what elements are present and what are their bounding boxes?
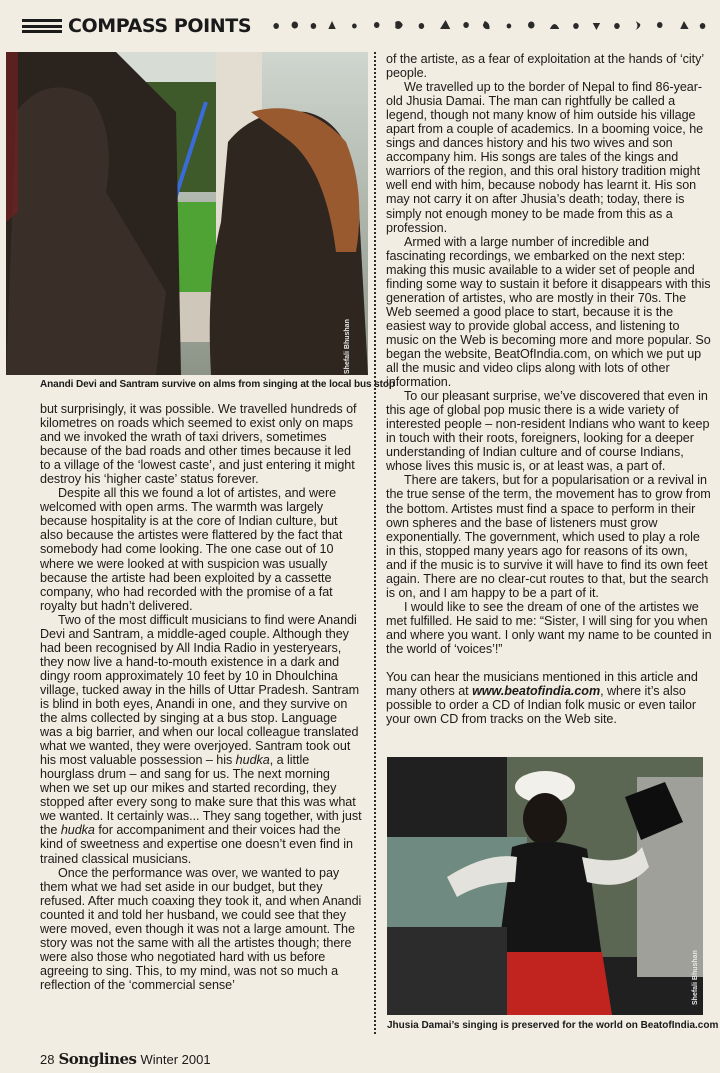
photo-couple-image [6, 52, 368, 375]
article-paragraph: To our pleasant surprise, we’ve discovered that even in this age of global pop music there is a wide variety of interested people – non-resident Indians who want to keep in touch with their roots, foreigners, looking for a deeper understanding of Indian culture and of course Indians, whose lives this music is, or at least was, a part of. [386, 389, 710, 474]
column-left [40, 402, 362, 992]
website-note [386, 670, 712, 726]
page-number: 28 [40, 1052, 55, 1067]
article-text: for accompaniment and their voices had the kind of sweetness and expertise one doesn’t even find in trained classical musicians. [40, 823, 353, 866]
page-footer [40, 1050, 211, 1068]
magazine-name: Songlines [58, 1050, 137, 1068]
article-paragraph: We travelled up to the border of Nepal to find 86-year-old Jhusia Damai. The man can rightfully be called a legend, though not many know of him outside his village apart from a couple of academics. In a booming voice, he sings and dances history and his two wives and son accompany him. His songs are tales of the kings and warriors of the region, and this oral history tradition might well end with him, because nobody has learnt it. His son may not carry it on after Jhusia’s death; today, there is simply not enough money to be made from this as a profession. [386, 80, 704, 235]
article-text: , a little hourglass drum – and sang for us. The next morning when we set up our mikes and started recording, they stopped after every song to make sure that this was what we wanted. It certainly was... They sang together, with just the [40, 753, 362, 838]
italic-term: hudka [60, 823, 95, 838]
article-text: You can hear the musicians mentioned in this article and many others at [386, 670, 698, 699]
photo-jhusia-image [387, 757, 703, 1015]
photo1-credit: Shefali Bhushan [344, 319, 351, 374]
article-text: Two of the most difficult musicians to find were Anandi Devi and Santram, a middle-aged couple. Although they had been recognised by All India Radio in yesteryears, they now live a hand-to-mouth existence in a dark and dingy room approximately 10 feet by 10 in Dhoulchina village, tucked away in the hills of Uttar Pradesh. Santram is blind in both eyes, Anandi in one, and they survive on the alms collected by singing at a bus stop. Language was a big barrier, and when our local colleague translated what we wanted, they were overjoyed. Santram took out his most valuable possession – his [40, 612, 360, 768]
photo2-caption: Jhusia Damai’s singing is preserved for the world on BeatofIndia.com [387, 1020, 719, 1031]
article-paragraph: I would like to see the dream of one of the artistes we met fulfilled. He said to me: “Sister, I will sing for you when and where you want. I only want my name to be counted in the world of ‘voices’!” [386, 599, 712, 656]
section-title: COMPASS POINTS [68, 15, 252, 37]
website-link[interactable]: www.beatofindia.com [472, 684, 601, 699]
photo2-credit: Shefali Bhushan [692, 950, 699, 1005]
issue-date: Winter 2001 [140, 1052, 211, 1067]
article-paragraph: Once the performance was over, we wanted to pay them what we had set aside in our budget, but they refused. After much coaxing they took it, and when Anandi counted it and told her husband, we could see that they were moved, even though it was not a large amount. The story was not the same with all the artistes though; there were also those who negotiated hard with us before agreeing to sing. This, to my mind, was not so much a reflection of the ‘commercial sense’ [40, 865, 362, 992]
article-paragraph: but surprisingly, it was possible. We travelled hundreds of kilometres on roads which seemed to exist only on maps and we invoked the wrath of taxi drivers, sometimes because of the bad roads and other times because it led to a village of the ‘lowest caste’, and just entering it might destroy his ‘higher caste’ status forever. [40, 402, 357, 487]
photo1-caption: Anandi Devi and Santram survive on alms from singing at the local bus stop [40, 379, 395, 390]
photo-jhusia-damai [387, 757, 703, 1015]
column-divider [374, 52, 376, 1034]
section-header [22, 10, 712, 42]
article-paragraph: Armed with a large number of incredible and fascinating recordings, we embarked on the next step: making this music available to a wider set of people and finding some way to sustain it before it disappears with this generation of artistes, who are mostly in their 70s. The Web seemed a good place to start, because it is the easiest way to provide global access, and listening to music on the Web is becoming more and more popular. So began the website, BeatOfIndia.com, on which we put up all the music and video clips along with lots of other information. [386, 234, 711, 390]
article-paragraph: of the artiste, as a fear of exploitation at the hands of ‘city’ people. [386, 52, 704, 81]
article-paragraph-hudka [40, 613, 362, 866]
article-text: , where it’s also possible to order a CD of Indian folk music or even tailor your own CD from tracks on the Web site. [386, 684, 696, 727]
column-right [386, 52, 712, 726]
article-paragraph: There are takers, but for a popularisation or a revival in the true sense of the term, the movement has to grow from the bottom. Artistes must find a space to perform in their own spheres and the base of listeners must grow exponentially. The government, which used to play a role in this, stopped many years ago for reasons of its own, and if the music is to survive it will have to find its own feet again. There are no clear-cut routes to that, but the search is on, and I am happy to be a part of it. [386, 473, 711, 600]
italic-term: hudka [235, 753, 270, 768]
header-bars-icon [22, 19, 62, 33]
photo-anandi-santram [6, 52, 368, 375]
ornament-strip-icon [265, 17, 712, 35]
article-paragraph: Despite all this we found a lot of artistes, and were welcomed with open arms. The warmth was largely because hospitality is at the core of Indian culture, but also because the artistes were flattered by the fact that somebody had come looking. The one case out of 10 where we were looked at with suspicion was usually because the artiste had been exploited by a cassette company, who had recorded with the promise of a fat royalty but hadn’t delivered. [40, 486, 343, 613]
